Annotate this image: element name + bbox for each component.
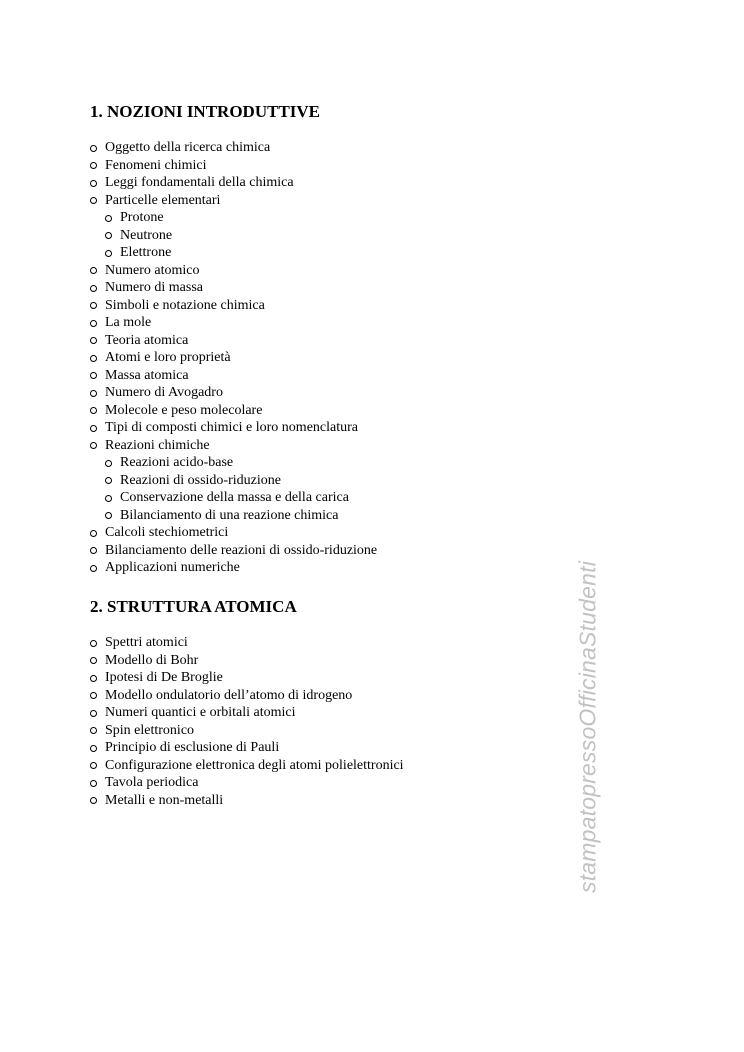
- section-title-struttura-atomica: 2. STRUTTURA ATOMICA: [90, 597, 297, 616]
- list-item: [90, 349, 377, 367]
- list-item: [90, 157, 377, 175]
- list-item-text: Leggi fondamentali della chimica: [105, 175, 294, 190]
- hollow-circle-bullet-icon: [90, 657, 97, 664]
- list-item: [90, 792, 404, 810]
- list-item-text: Protone: [120, 210, 164, 225]
- list-item: [90, 314, 377, 332]
- list-item-text: Metalli e non-metalli: [105, 792, 224, 808]
- section-list-struttura-atomica: [90, 634, 404, 809]
- list-item: [90, 669, 404, 687]
- hollow-circle-bullet-icon: [90, 530, 97, 537]
- hollow-circle-bullet-icon: [90, 372, 97, 379]
- list-item-text: Fenomeni chimici: [105, 157, 207, 173]
- list-item: [90, 262, 377, 280]
- list-item-text: Oggetto della ricerca chimica: [105, 140, 271, 155]
- list-item-text: Elettrone: [120, 245, 172, 260]
- list-item-text: Conservazione della massa e della carica: [120, 490, 349, 505]
- list-item-text: Numero di Avogadro: [105, 385, 223, 400]
- list-item-text: Modello di Bohr: [105, 652, 199, 668]
- list-item-text: Calcoli stechiometrici: [105, 525, 229, 540]
- list-item-text: Configurazione elettronica degli atomi polielettronici: [105, 757, 404, 773]
- list-item: [90, 774, 404, 792]
- list-item-text: Spettri atomici: [105, 635, 188, 650]
- list-item-text: Modello ondulatorio dell’atomo di idrogeno: [105, 687, 353, 703]
- watermark-text: stampatopressoOfficinaStudenti: [574, 560, 601, 894]
- list-item-text: Neutrone: [120, 227, 173, 243]
- sub-list-item: [90, 472, 377, 490]
- section-list-nozioni-introduttive: [90, 139, 377, 577]
- hollow-circle-bullet-icon: [105, 512, 112, 519]
- list-item: [90, 559, 377, 577]
- list-item: [90, 722, 404, 740]
- hollow-circle-bullet-icon: [90, 745, 97, 752]
- hollow-circle-bullet-icon: [90, 797, 97, 804]
- hollow-circle-bullet-icon: [90, 547, 97, 554]
- hollow-circle-bullet-icon: [105, 232, 112, 239]
- hollow-circle-bullet-icon: [90, 727, 97, 734]
- sub-list-item: [90, 507, 377, 525]
- hollow-circle-bullet-icon: [90, 762, 97, 769]
- hollow-circle-bullet-icon: [90, 425, 97, 432]
- list-item: [90, 192, 377, 210]
- list-item: [90, 367, 377, 385]
- section-title-nozioni-introduttive: 1. NOZIONI INTRODUTTIVE: [90, 102, 321, 121]
- hollow-circle-bullet-icon: [105, 495, 112, 502]
- hollow-circle-bullet-icon: [90, 390, 97, 397]
- hollow-circle-bullet-icon: [90, 407, 97, 414]
- list-item-text: Bilanciamento di una reazione chimica: [120, 507, 339, 523]
- list-item-text: Numero di massa: [105, 280, 203, 295]
- list-item: [90, 332, 377, 350]
- list-item-text: Numero atomico: [105, 262, 200, 278]
- list-item: [90, 139, 377, 157]
- list-item: [90, 704, 404, 722]
- sub-list-item: [90, 454, 377, 472]
- list-item-text: Reazioni acido-base: [120, 455, 234, 470]
- hollow-circle-bullet-icon: [90, 302, 97, 309]
- list-item-text: Molecole e peso molecolare: [105, 402, 263, 418]
- list-item-text: Atomi e loro proprietà: [105, 350, 231, 365]
- list-item: [90, 634, 404, 652]
- list-item: [90, 279, 377, 297]
- hollow-circle-bullet-icon: [90, 640, 97, 647]
- list-item: [90, 542, 377, 560]
- list-item-text: Massa atomica: [105, 367, 189, 383]
- hollow-circle-bullet-icon: [90, 780, 97, 787]
- list-item: [90, 524, 377, 542]
- hollow-circle-bullet-icon: [90, 710, 97, 717]
- hollow-circle-bullet-icon: [90, 337, 97, 344]
- sub-list-item: [90, 489, 377, 507]
- hollow-circle-bullet-icon: [90, 267, 97, 274]
- list-item-text: Applicazioni numeriche: [105, 560, 240, 575]
- hollow-circle-bullet-icon: [105, 215, 112, 222]
- hollow-circle-bullet-icon: [90, 692, 97, 699]
- list-item: [90, 437, 377, 455]
- hollow-circle-bullet-icon: [90, 285, 97, 292]
- list-item: [90, 402, 377, 420]
- list-item: [90, 757, 404, 775]
- hollow-circle-bullet-icon: [105, 477, 112, 484]
- list-item: [90, 297, 377, 315]
- hollow-circle-bullet-icon: [90, 320, 97, 327]
- list-item-text: Ipotesi di De Broglie: [105, 670, 223, 685]
- hollow-circle-bullet-icon: [105, 460, 112, 467]
- list-item-text: Tipi di composti chimici e loro nomenclatura: [105, 420, 358, 435]
- list-item-text: La mole: [105, 315, 152, 330]
- hollow-circle-bullet-icon: [105, 250, 112, 257]
- hollow-circle-bullet-icon: [90, 162, 97, 169]
- sub-list-item: [90, 244, 377, 262]
- list-item: [90, 687, 404, 705]
- list-item-text: Tavola periodica: [105, 775, 199, 790]
- hollow-circle-bullet-icon: [90, 145, 97, 152]
- list-item-text: Principio di esclusione di Pauli: [105, 740, 280, 755]
- list-item-text: Particelle elementari: [105, 192, 221, 208]
- list-item-text: Spin elettronico: [105, 722, 195, 738]
- list-item: [90, 652, 404, 670]
- list-item-text: Bilanciamento delle reazioni di ossido-riduzione: [105, 542, 378, 558]
- list-item: [90, 419, 377, 437]
- list-item: [90, 384, 377, 402]
- list-item-text: Reazioni di ossido-riduzione: [120, 472, 281, 488]
- hollow-circle-bullet-icon: [90, 442, 97, 449]
- list-item: [90, 739, 404, 757]
- list-item-text: Reazioni chimiche: [105, 437, 210, 453]
- hollow-circle-bullet-icon: [90, 675, 97, 682]
- list-item-text: Simboli e notazione chimica: [105, 297, 265, 313]
- sub-list-item: [90, 209, 377, 227]
- list-item-text: Teoria atomica: [105, 332, 189, 348]
- list-item-text: Numeri quantici e orbitali atomici: [105, 705, 296, 720]
- hollow-circle-bullet-icon: [90, 197, 97, 204]
- sub-list-item: [90, 227, 377, 245]
- hollow-circle-bullet-icon: [90, 180, 97, 187]
- hollow-circle-bullet-icon: [90, 355, 97, 362]
- hollow-circle-bullet-icon: [90, 565, 97, 572]
- list-item: [90, 174, 377, 192]
